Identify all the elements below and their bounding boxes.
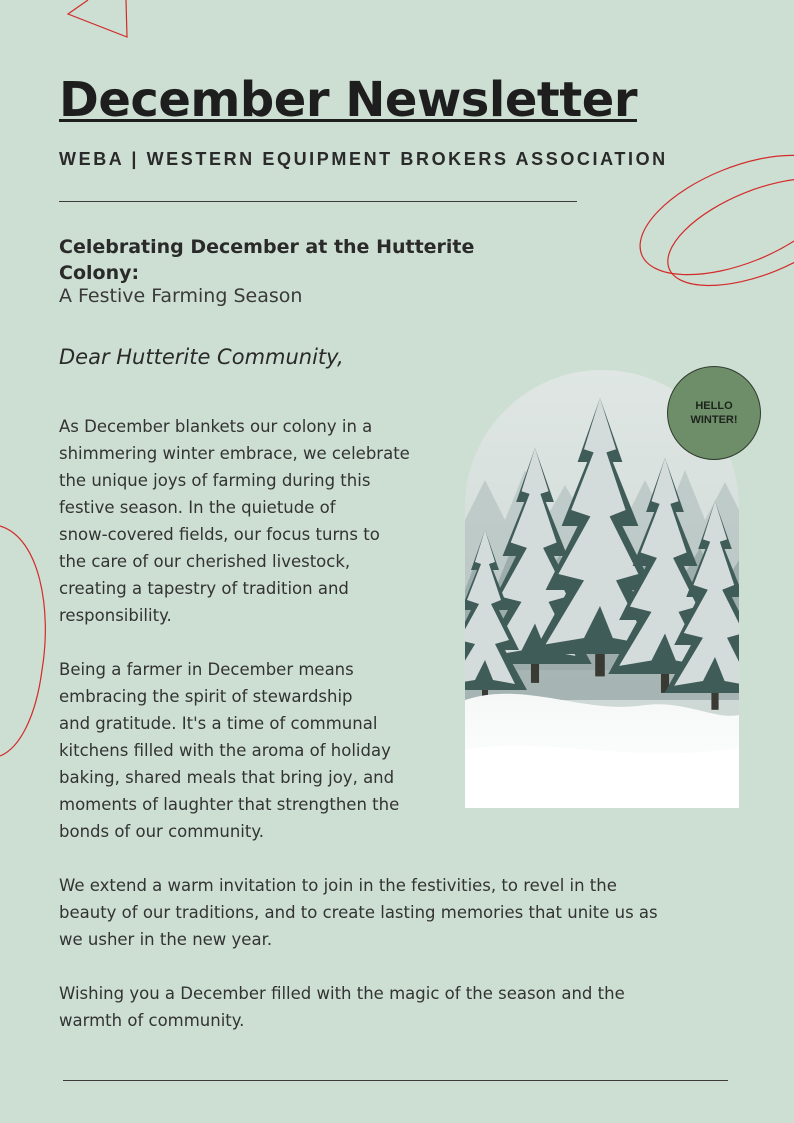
decorative-triangle-icon [60, 0, 135, 42]
header-divider [59, 201, 577, 202]
greeting: Dear Hutterite Community, [59, 345, 344, 369]
paragraph-1: As December blankets our colony in a shimmering winter embrace, we celebrate the unique joys of farming during this festive season. In the quietude of snow-covered fields, our focus turns to the care of our cherished livestock, creating a tapestry of tradition and responsibility. [59, 417, 410, 625]
paragraph-4: Wishing you a December filled with the magic of the season and the warmth of community. [59, 984, 625, 1030]
organization-name: WEBA | WESTERN EQUIPMENT BROKERS ASSOCIATION [59, 149, 668, 169]
page-title: December Newsletter [59, 72, 637, 128]
hello-winter-badge [667, 366, 761, 460]
article-subheadline: A Festive Farming Season [59, 285, 303, 307]
badge-text: HELLO WINTER! [690, 400, 738, 426]
decorative-arc-icon [0, 520, 50, 760]
article-headline: Celebrating December at the Hutterite Colony: [59, 236, 475, 284]
paragraph-3: We extend a warm invitation to join in the festivities, to revel in the beauty of our traditions, and to create lasting memories that unite us as we usher in the new year. [59, 876, 658, 949]
paragraph-2: Being a farmer in December means embracing the spirit of stewardship and gratitude. It's a time of communal kitchens filled with the aroma of holiday baking, shared meals that bring joy, and moments of laughter that strengthen the bonds of our community. [59, 660, 400, 841]
footer-divider [63, 1080, 728, 1081]
